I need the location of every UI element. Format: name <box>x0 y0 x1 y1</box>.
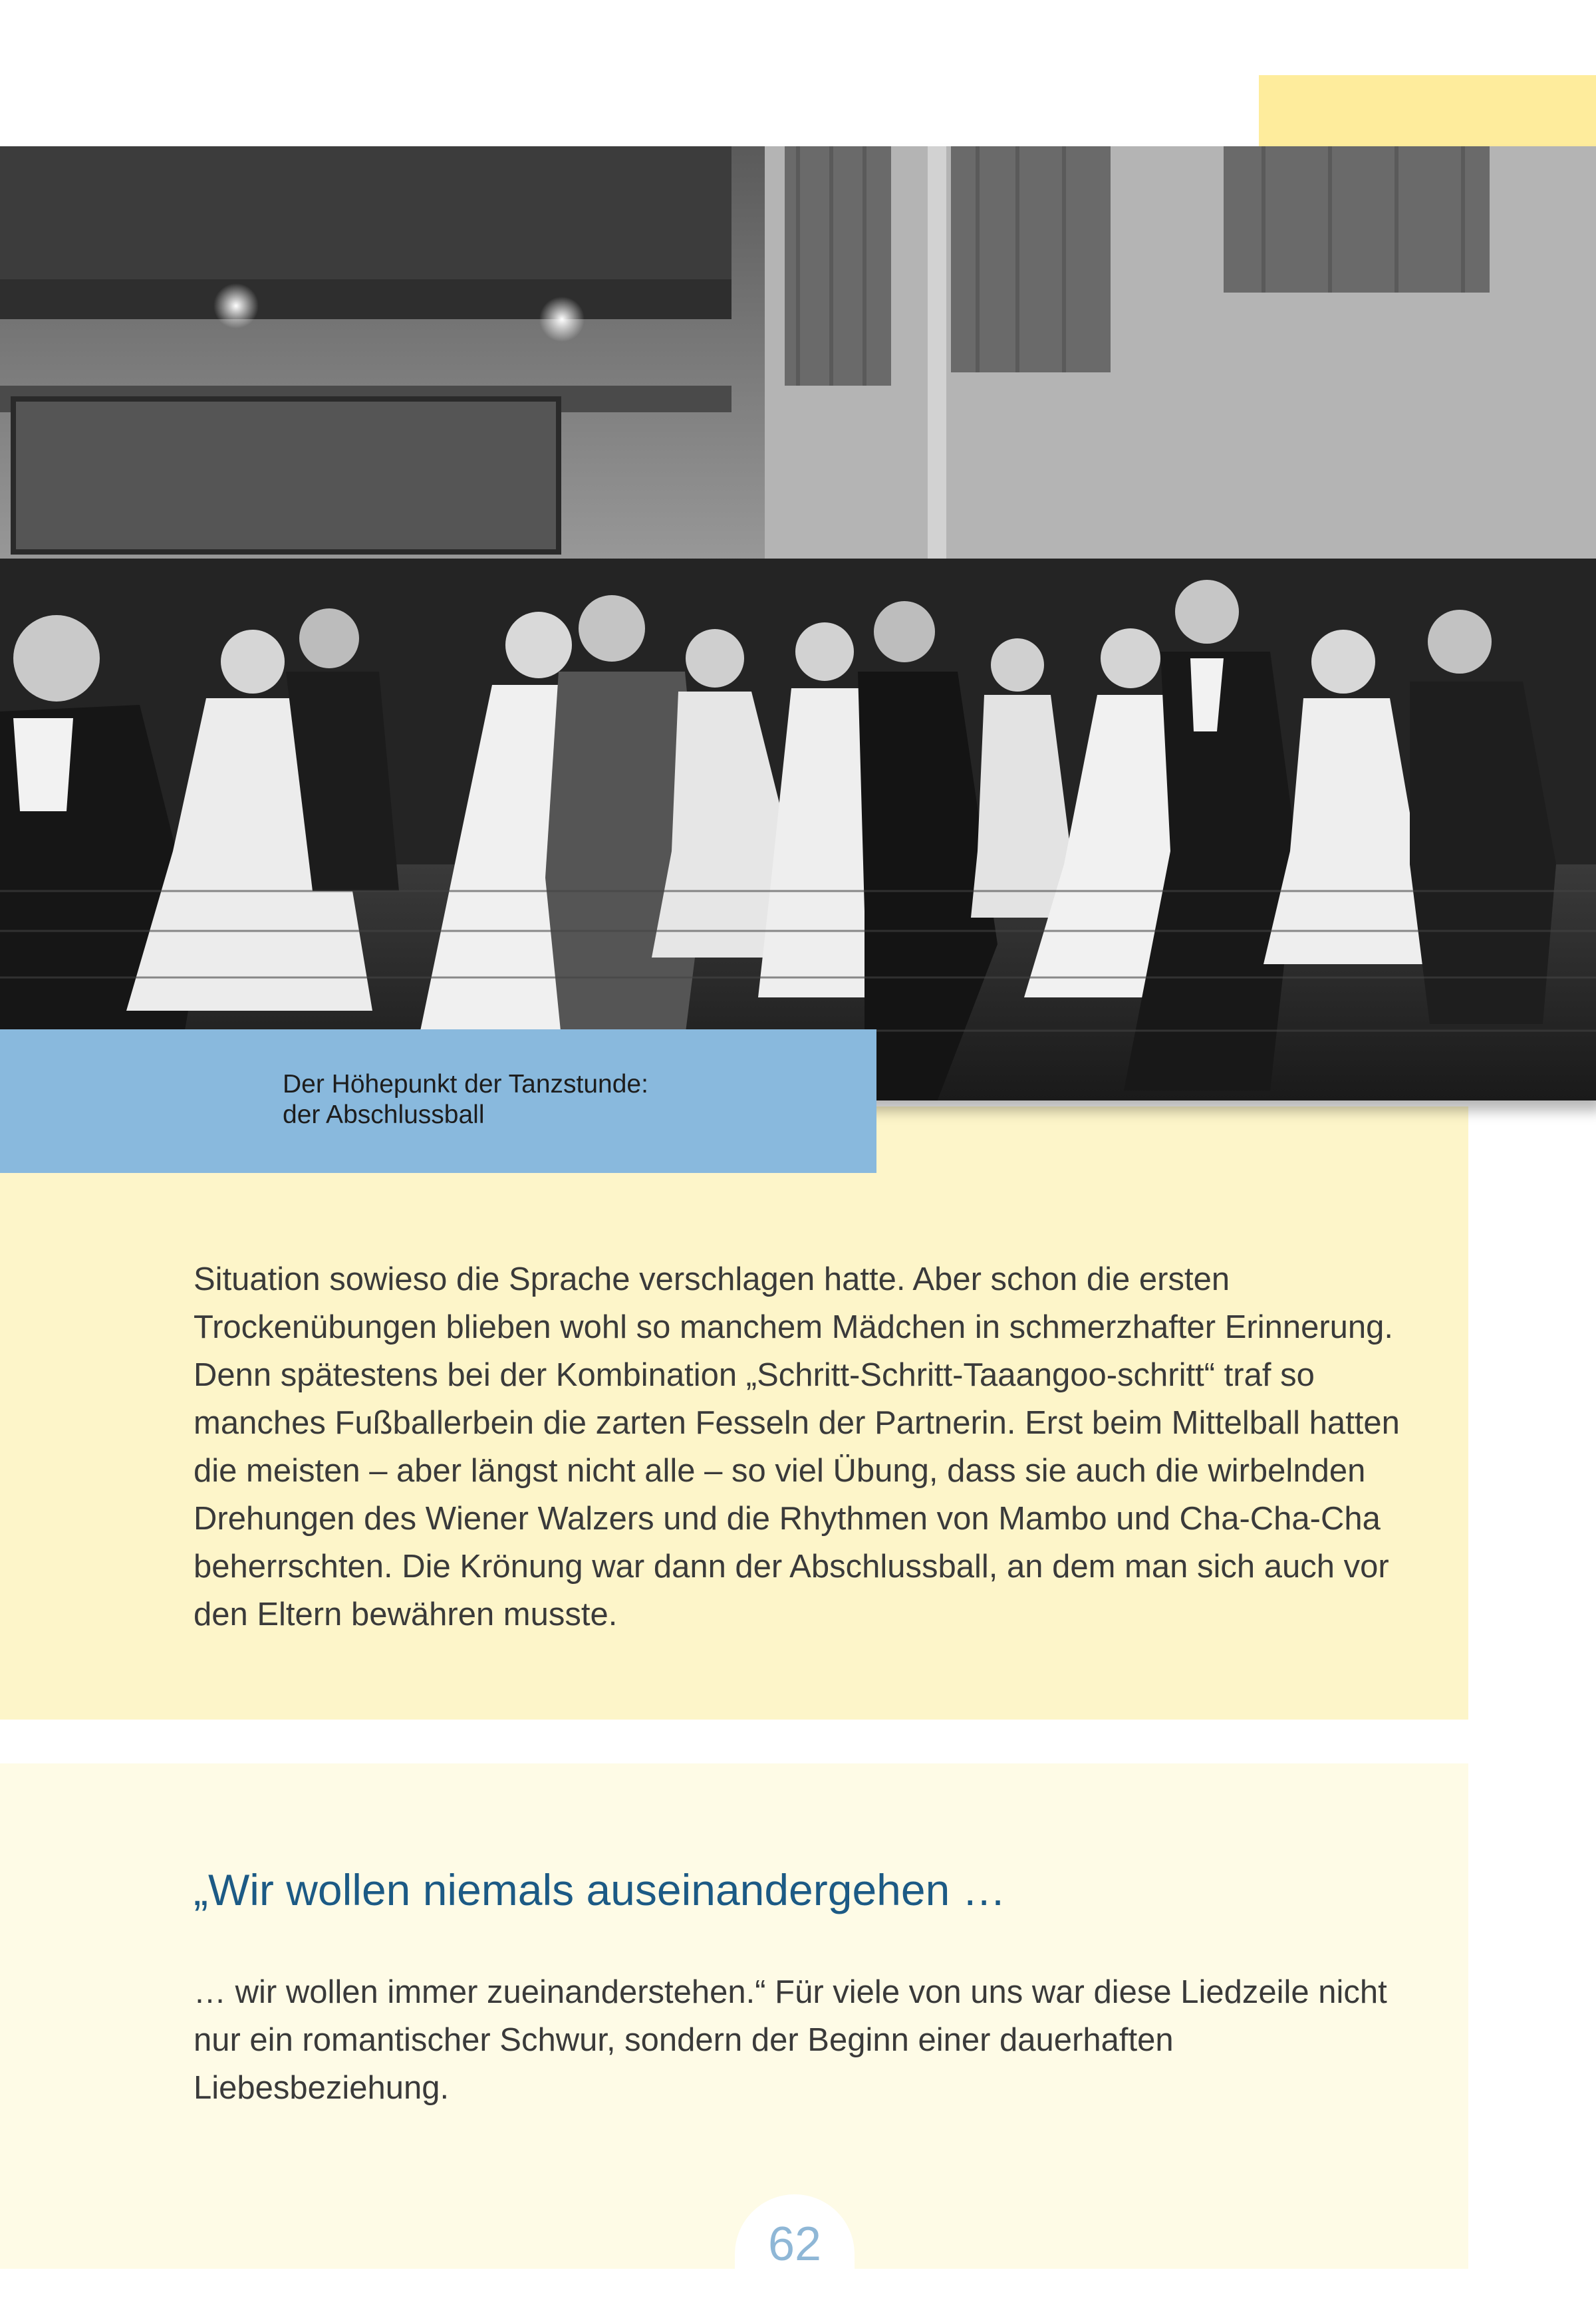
caption-line-2: der Abschlussball <box>283 1100 485 1129</box>
page-number: 62 <box>735 2194 855 2294</box>
photo-caption <box>283 1069 868 1130</box>
section-heading: „Wir wollen niemals auseinandergehen … <box>194 1865 1006 1914</box>
caption-line-1: Der Höhepunkt der Tanzstunde: <box>283 1070 648 1098</box>
section-paragraph: … wir wollen immer zueinanderstehen.“ Für viele von uns war diese Liedzeile nicht nur ein romantischer Schwur, sondern der Beginn einer dauerhaften Liebesbeziehung. <box>194 1974 1387 2106</box>
photo-caption-box <box>0 1029 876 1173</box>
photo-illustration <box>0 146 1596 1100</box>
body-paragraph: Situation sowieso die Sprache verschlagen hatte. Aber schon die ersten Trockenübungen blieben wohl so manchem Mädchen in schmerzhafter Erinnerung. Denn spätestens bei der Kombination „Schritt-Schritt-Taaangoo-schritt“ traf so manches Fußballerbein die zarten Fesseln der Partnerin. Erst beim Mittelball hatten die meisten – aber längst nicht alle – so viel Übung, dass sie auch die wirbelnden Drehungen des Wiener Walzers und die Rhythmen von Mambo und Cha-Cha-Cha beherrschten. Die Krönung war dann der Abschlussball, an dem man sich auch vor den Eltern bewähren musste. <box>194 1261 1400 1632</box>
ballroom-dance-photo <box>0 146 1596 1100</box>
